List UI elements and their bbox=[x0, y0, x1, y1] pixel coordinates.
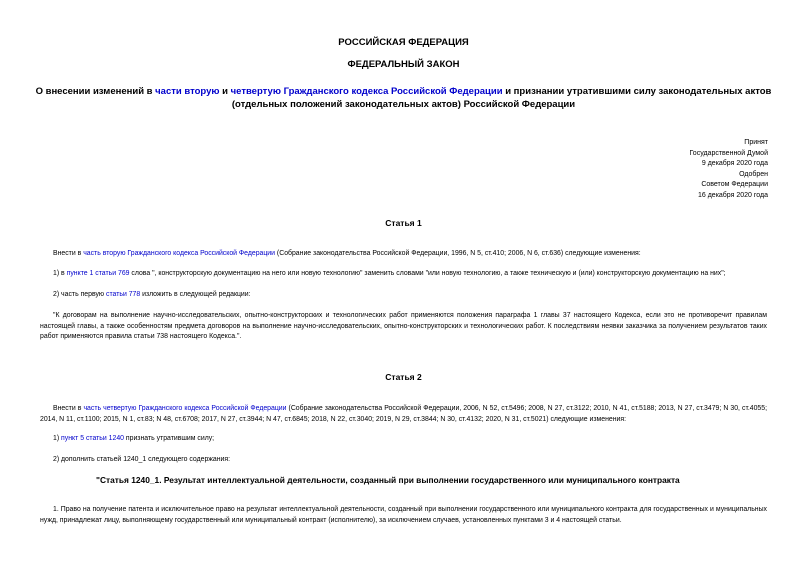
link-civil-code-part-two[interactable]: часть вторую Гражданского кодекса Российской Федерации bbox=[83, 250, 276, 257]
article-1-quote: "К договорам на выполнение научно-исследовательских, опытно-конструкторских и технологических работ применяются положения параграфа 1 главы 37 настоящего Кодекса, если это не противоречит правилам настоящей главы, а также особенностям предмета договоров на выполнение научно-исследовательских, опытно-конструкторских и технологических работ. К последствиям неявки заказчика за получением результатов таких работ применяются правила статьи 738 настоящего Кодекса.". bbox=[40, 312, 767, 340]
link-article-1240-p5[interactable]: пункт 5 статьи 1240 bbox=[61, 435, 124, 442]
acceptance-block: Принят Государственной Думой 9 декабря 2020 года Одобрен Советом Федерации 16 декабря 2020 года bbox=[689, 139, 768, 199]
article-1-item-1: 1) в пункте 1 статьи 769 слова ", конструкторскую документацию на него или новую технологию" заменить словами "или новую технологию, а также техническую и (или) конструкторскую документацию на них"; bbox=[53, 270, 726, 277]
new-article-paragraph-1: 1. Право на получение патента и исключительное право на результат интеллектуальной деятельности, созданный при выполнении государственного или муниципального контракта для государственных и муниципальных нужд, принадлежат лицу, выполняющему государственный или муниципальный контракт (исполнителю), за исключением случаев, установленных пунктами 3 и 4 настоящей статьи. bbox=[40, 506, 767, 524]
law-title-line1: О внесении изменений в части вторую и четвертую Гражданского кодекса Российской Федерации и признании утратившими силу законодательных актов bbox=[35, 86, 772, 97]
link-article-769[interactable]: пункте 1 статьи 769 bbox=[66, 270, 130, 277]
law-title-line2: (отдельных положений законодательных актов) Российской Федерации bbox=[231, 99, 576, 110]
link-civil-code-part-four[interactable]: часть четвертую Гражданского кодекса Российской Федерации bbox=[83, 405, 287, 412]
article-1-heading: Статья 1 bbox=[385, 218, 422, 228]
law-type-heading: ФЕДЕРАЛЬНЫЙ ЗАКОН bbox=[347, 59, 460, 70]
law-title bbox=[0, 85, 807, 111]
article-2-item-2: 2) дополнить статьей 1240_1 следующего содержания: bbox=[53, 456, 231, 463]
article-2-intro: Внести в часть четвертую Гражданского кодекса Российской Федерации (Собрание законодательства Российской Федерации, 2006, N 52, ст.5496; 2008, N 27, ст.3122; 2010, N 41, ст.5188; 2013, N 27, ст.3479; N 30, ст.4055; 2014, N 11, ст.1100; 2015, N 1, ст.83; N 48, ст.6708; 2017, N 27, ст.3944; N 47, ст.6845; 2018, N 22, ст.3040; 2019, N 29, ст.3844; N 30, ст.4132; 2020, N 31, ст.5021) следующие изменения: bbox=[40, 405, 767, 423]
article-2-heading: Статья 2 bbox=[385, 372, 422, 382]
article-2-item-1: 1) пункт 5 статьи 1240 признать утратившим силу; bbox=[53, 435, 215, 442]
link-part-four[interactable]: четвертую Гражданского кодекса Российской Федерации bbox=[230, 86, 503, 97]
link-part-two[interactable]: части вторую bbox=[155, 86, 220, 97]
article-1-item-2: 2) часть первую статьи 778 изложить в следующей редакции: bbox=[53, 291, 251, 298]
new-article-title: "Статья 1240_1. Результат интеллектуальной деятельности, созданный при выполнении государственного или муниципального контракта bbox=[96, 475, 680, 485]
link-article-778[interactable]: статьи 778 bbox=[106, 291, 141, 298]
country-heading: РОССИЙСКАЯ ФЕДЕРАЦИЯ bbox=[338, 37, 469, 48]
article-1-intro: Внести в часть вторую Гражданского кодекса Российской Федерации (Собрание законодательства Российской Федерации, 1996, N 5, ст.410; 2006, N 6, ст.636) следующие изменения: bbox=[53, 250, 641, 257]
